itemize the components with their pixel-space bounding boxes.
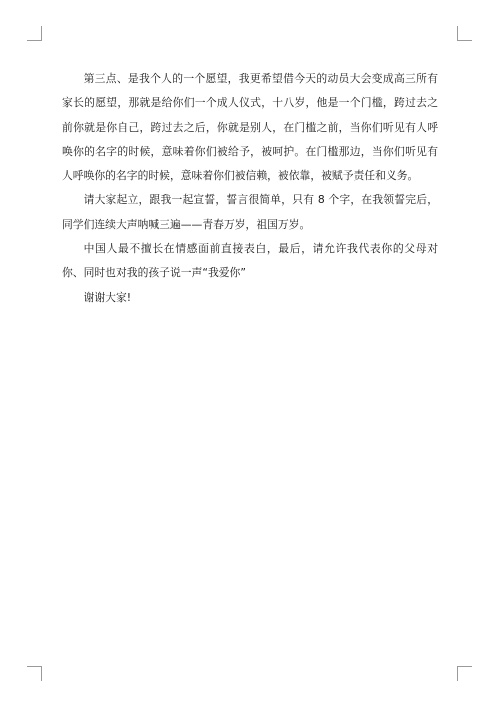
document-body [62,67,438,310]
crop-mark-top-left [27,26,42,41]
crop-mark-bottom-right [457,666,472,681]
crop-mark-top-right [457,26,472,41]
paragraph-thanks: 谢谢大家! [83,290,132,304]
crop-mark-bottom-left [27,666,42,681]
paragraph-love: 中国人最不擅长在情感面前直接表白，最后，请允许我代表你的父母对你、同时也对我的孩子说一声“我爱你” [62,242,438,280]
paragraph-oath: 请大家起立，跟我一起宣誓，誓言很简单，只有 8 个字，在我领誓完后，同学们连续大声呐喊三遍——青春万岁，祖国万岁。 [62,193,438,231]
paragraph-wish: 第三点、是我个人的一个愿望，我更希望借今天的动员大会变成高三所有家长的愿望，那就是给你们一个成人仪式，十八岁，他是一个门槛，跨过去之前你就是你自己，跨过去之后，你就是别人，在门槛之前，当你们听见有人呼唤你的名字的时候，意味着你们被给予，被呵护。在门槛那边，当你们听见有人呼唤你的名字的时候，意味着你们被信赖，被依靠，被赋予责任和义务。 [62,72,438,183]
